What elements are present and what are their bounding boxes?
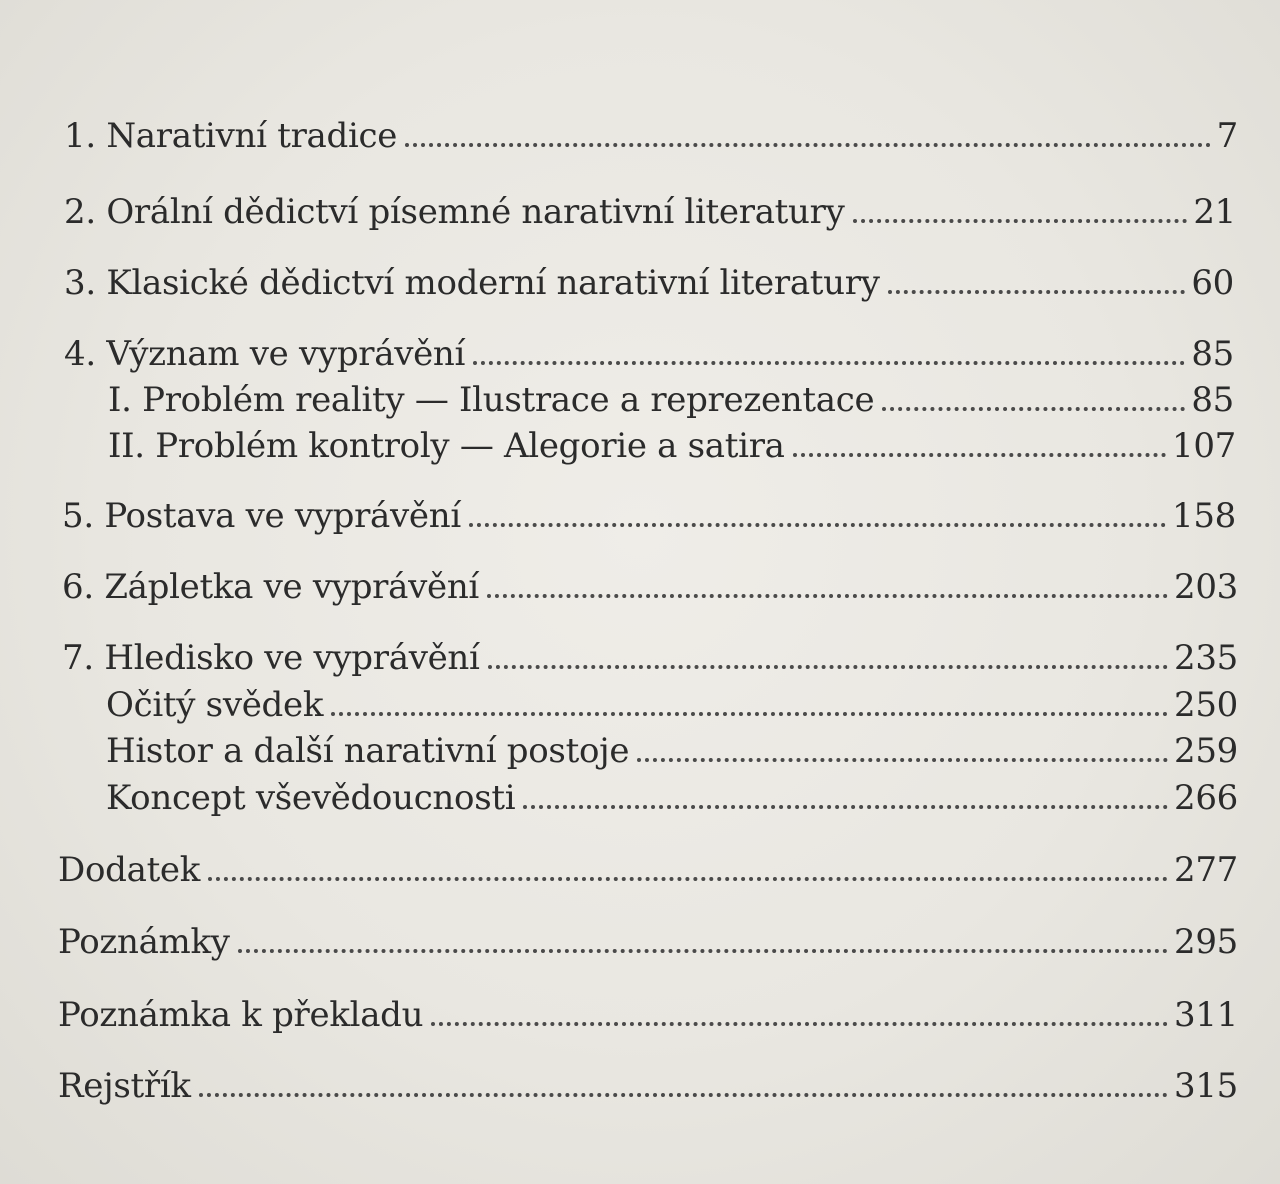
dot-leader — [331, 712, 1168, 716]
toc-entry-section-7-1 — [106, 683, 1238, 727]
toc-entry-label: 4. Význam ve vyprávění — [64, 334, 466, 374]
toc-entry-label: 5. Postava ve vyprávění — [62, 496, 461, 536]
toc-entry-label: Rejstřík — [58, 1066, 191, 1106]
toc-entry-label: Koncept vševědoucnosti — [106, 778, 516, 818]
toc-entry-label: II. Problém kontroly — Alegorie a satira — [108, 426, 785, 466]
toc-entry-chapter-6 — [62, 565, 1238, 609]
toc-entry-label: Očitý svědek — [106, 685, 324, 725]
dot-leader — [238, 949, 1168, 953]
dot-leader — [882, 407, 1185, 411]
toc-entry-page: 60 — [1191, 263, 1234, 303]
toc-entry-page: 7 — [1216, 116, 1238, 156]
toc-entry-label: 7. Hledisko ve vyprávění — [62, 638, 480, 678]
toc-entry-chapter-1 — [64, 114, 1238, 158]
toc-entry-label: Poznámky — [58, 922, 230, 962]
dot-leader — [637, 758, 1168, 762]
toc-entry-translation-note — [58, 993, 1238, 1037]
toc-entry-page: 259 — [1174, 731, 1238, 771]
toc-entry-page: 277 — [1174, 850, 1238, 890]
toc-entry-chapter-5 — [62, 494, 1236, 538]
toc-entry-chapter-4 — [64, 332, 1234, 376]
dot-leader — [487, 594, 1168, 598]
toc-entry-page: 203 — [1174, 567, 1238, 607]
dot-leader — [793, 453, 1166, 457]
toc-entry-page: 158 — [1172, 496, 1236, 536]
toc-entry-label: Poznámka k překladu — [58, 995, 424, 1035]
dot-leader — [431, 1022, 1168, 1026]
toc-entry-appendix — [58, 848, 1238, 892]
toc-entry-chapter-7 — [62, 636, 1238, 680]
toc-entry-page: 311 — [1174, 995, 1238, 1035]
toc-entry-label: 3. Klasické dědictví moderní narativní literatury — [64, 263, 880, 303]
toc-entry-page: 295 — [1174, 922, 1238, 962]
toc-entry-page: 85 — [1191, 334, 1234, 374]
toc-entry-label: Dodatek — [58, 850, 201, 890]
dot-leader — [199, 1093, 1168, 1097]
toc-entry-notes — [58, 920, 1238, 964]
dot-leader — [523, 805, 1168, 809]
dot-leader — [853, 219, 1188, 223]
toc-entry-chapter-3 — [64, 261, 1234, 305]
toc-entry-page: 85 — [1191, 380, 1234, 420]
toc-entry-label: 1. Narativní tradice — [64, 116, 398, 156]
toc-entry-page: 107 — [1172, 426, 1236, 466]
toc-entry-page: 315 — [1174, 1066, 1238, 1106]
toc-entry-label: 2. Orální dědictví písemné narativní literatury — [64, 192, 845, 232]
toc-entry-page: 21 — [1193, 192, 1236, 232]
toc-entry-label: I. Problém reality — Ilustrace a reprezentace — [108, 380, 875, 420]
toc-entry-section-7-3 — [106, 776, 1238, 820]
toc-entry-section-4-2 — [108, 424, 1236, 468]
toc-entry-page: 235 — [1174, 638, 1238, 678]
toc-entry-page: 250 — [1174, 685, 1238, 725]
toc-entry-label: Histor a další narativní postoje — [106, 731, 630, 771]
dot-leader — [405, 143, 1211, 147]
toc-entry-section-4-1 — [108, 378, 1234, 422]
toc-entry-index — [58, 1064, 1238, 1108]
toc-entry-section-7-2 — [106, 729, 1238, 773]
toc-entry-label: 6. Zápletka ve vyprávění — [62, 567, 479, 607]
dot-leader — [488, 665, 1168, 669]
toc-entry-chapter-2 — [64, 190, 1236, 234]
dot-leader — [888, 290, 1186, 294]
dot-leader — [469, 523, 1166, 527]
toc-entry-page: 266 — [1174, 778, 1238, 818]
dot-leader — [208, 877, 1168, 881]
dot-leader — [473, 361, 1185, 365]
